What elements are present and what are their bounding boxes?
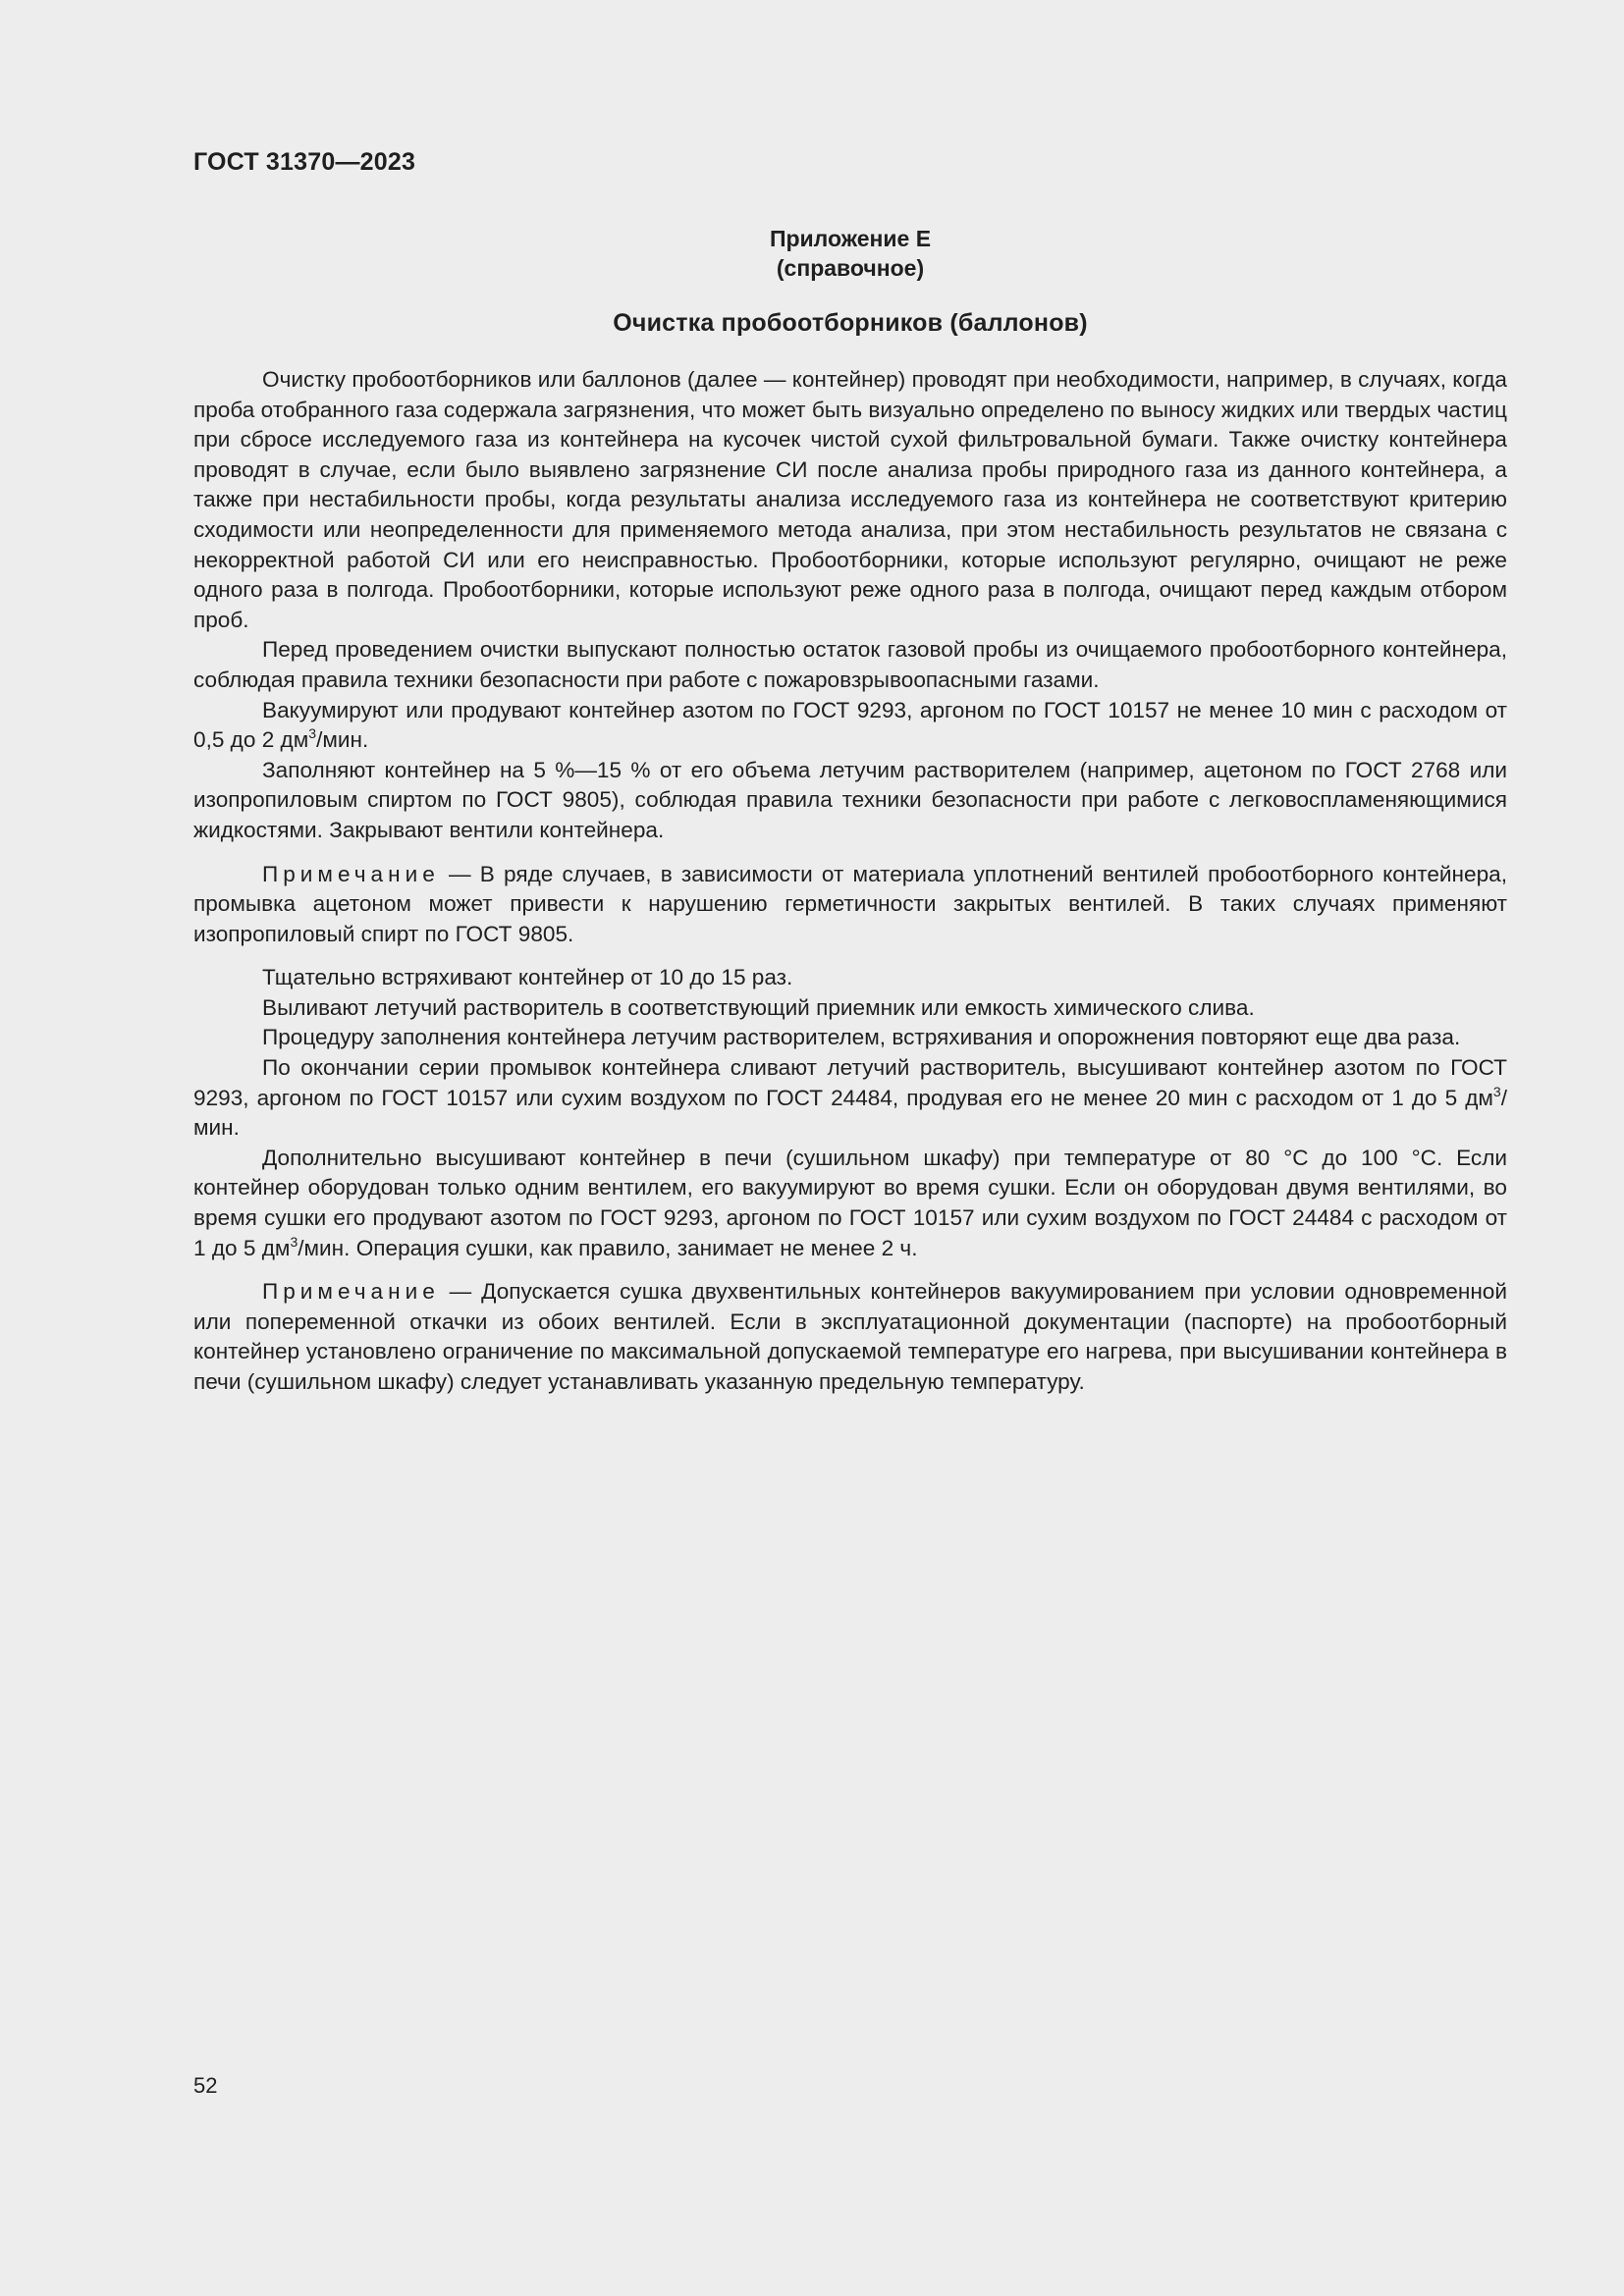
paragraph-4: Заполняют контейнер на 5 %—15 % от его объема летучим растворителем (например, ацетоном по ГОСТ 2768 или изопропиловым спиртом по ГОСТ 9805), соблюдая правила техники безопасности при работе с легковоспламеняющимися жидкостями. Закрывают вентили контейнера. (193, 757, 1507, 842)
note-1-text: — В ряде случаев, в зависимости от материала уплотнений вентилей пробоотборного контейнера, промывка ацетоном может привести к нарушению герметичности закрытых вентилей. В таких случаях применяют изопропиловый спирт по ГОСТ 9805. (193, 861, 1507, 946)
appendix-kind: (справочное) (776, 255, 925, 281)
paragraph-9-text: Дополнительно высушивают контейнер в печи (сушильном шкафу) при температуре от 80 °С до 100 °С. Если контейнер оборудован только одним вентилем, его вакуумируют во время сушки. Если он оборудован двумя вентилями, во время сушки его продувают азотом по ГОСТ 9293, аргоном по ГОСТ 10157 или сухим воздухом по ГОСТ 24484 с расходом от 1 до 5 дм (193, 1145, 1507, 1260)
paragraph-3 (193, 696, 1507, 756)
note-1-label: Примечание (262, 861, 440, 886)
paragraph-5: Тщательно встряхивают контейнер от 10 до 15 раз. (262, 965, 793, 990)
paragraph-6: Выливают летучий растворитель в соответствующий приемник или емкость химического слива. (262, 994, 1255, 1020)
paragraph-8 (193, 1053, 1507, 1144)
paragraph-8-unit: /мин. (193, 1085, 1507, 1141)
paragraph-8-text: По окончании серии промывок контейнера сливают летучий растворитель, высушивают контейнер азотом по ГОСТ 9293, аргоном по ГОСТ 10157 или сухим воздухом по ГОСТ 24484, продувая его не менее 20 мин с расходом от 1 до 5 дм (193, 1055, 1507, 1110)
paragraph-1: Очистку пробоотборников или баллонов (далее — контейнер) проводят при необходимости, например, в случаях, когда проба отобранного газа содержала загрязнения, что может быть визуально определено по выносу жидких или твердых частиц при сбросе исследуемого газа из контейнера на кусочек чистой сухой фильтровальной бумаги. Также очистку контейнера проводят в случае, если было выявлено загрязнение СИ после анализа пробы природного газа из данного контейнера, а также при нестабильности пробы, когда результаты анализа исследуемого газа из контейнера не соответствуют критерию сходимости или неопределенности для применяемого метода анализа, при этом нестабильность результатов не связана с некорректной работой СИ или его неисправностью. Пробоотборники, которые используют регулярно, очищают не реже одного раза в полгода. Пробоотборники, которые используют реже одного раза в полгода, очищают перед каждым отбором проб. (193, 367, 1507, 632)
document-code-header: ГОСТ 31370—2023 (193, 148, 416, 176)
paragraph-2: Перед проведением очистки выпускают полностью остаток газовой пробы из очищаемого пробоотборного контейнера, соблюдая правила техники безопасности при работе с пожаровзрывоопасными газами. (193, 637, 1507, 692)
superscript-cube: 3 (290, 1233, 298, 1250)
note-1 (193, 860, 1507, 950)
paragraph-9-unit: /мин. Операция сушки, как правило, занимает не менее 2 ч. (298, 1235, 918, 1260)
section-title: Очистка пробоотборников (баллонов) (613, 309, 1088, 337)
note-2-label: Примечание (262, 1279, 440, 1305)
page-content (193, 224, 1507, 1398)
note-2 (193, 1277, 1507, 1397)
superscript-cube: 3 (308, 725, 317, 742)
paragraph-7: Процедуру заполнения контейнера летучим растворителем, встряхивания и опорожнения повторяют еще два раза. (262, 1025, 1461, 1050)
note-2-text: — Допускается сушка двухвентильных контейнеров вакуумированием при условии одновременной или попеременной откачки из обоих вентилей. Если в эксплуатационной документации (паспорте) на пробоотборный контейнер установлено ограничение по максимальной допускаемой температуре его нагрева, при высушивании контейнера в печи (сушильном шкафу) следует устанавливать указанную предельную температуру. (193, 1279, 1507, 1394)
paragraph-3-unit: /мин. (316, 727, 369, 753)
page-number: 52 (193, 2073, 218, 2098)
paragraph-9 (193, 1144, 1507, 1263)
appendix-title: Приложение Е (769, 226, 932, 251)
paragraph-3-text: Вакуумируют или продувают контейнер азотом по ГОСТ 9293, аргоном по ГОСТ 10157 не менее 10 мин с расходом от 0,5 до 2 дм (193, 697, 1507, 753)
superscript-cube: 3 (1492, 1083, 1501, 1099)
